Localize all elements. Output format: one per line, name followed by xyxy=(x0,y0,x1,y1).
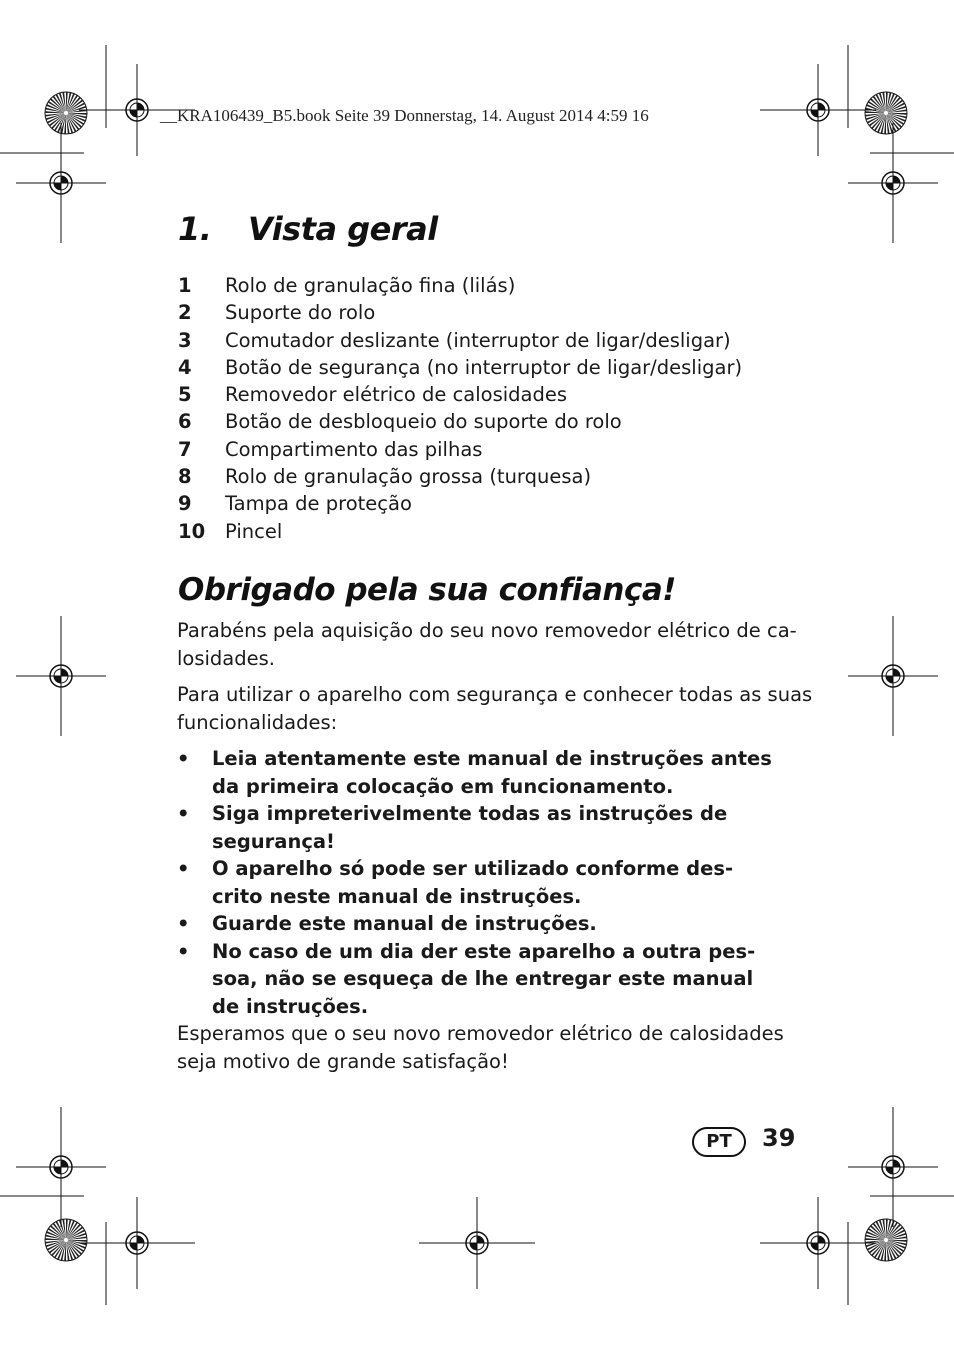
parts-list-item xyxy=(178,490,742,517)
paragraph-line: Para utilizar o aparelho com segurança e conhecer todas as suas xyxy=(177,683,813,706)
item-number: 8 xyxy=(178,465,192,489)
parts-list-item xyxy=(178,327,742,354)
paragraph-line: Parabéns pela aquisição do seu novo removedor elétrico de ca- xyxy=(177,619,797,642)
congratulations-paragraph xyxy=(177,617,807,672)
bullet-item xyxy=(177,855,772,910)
item-text: Tampa de proteção xyxy=(225,492,412,516)
bullet-line: crito neste manual de instruções. xyxy=(212,884,582,908)
paragraph-line: funcionalidades: xyxy=(177,710,338,734)
item-number: 9 xyxy=(178,492,192,516)
closing-paragraph xyxy=(177,1020,807,1075)
bullet-line: de instruções. xyxy=(212,994,369,1018)
parts-list-item xyxy=(178,272,742,299)
section-heading-vista-geral xyxy=(178,210,438,248)
item-text: Pincel xyxy=(225,519,283,543)
safety-bullets xyxy=(177,745,772,1020)
parts-list-item xyxy=(178,299,742,326)
item-text: Comutador deslizante (interruptor de ligar/desligar) xyxy=(225,328,731,352)
bullet-dot-icon: • xyxy=(177,912,190,935)
item-text: Removedor elétrico de calosidades xyxy=(225,383,568,407)
thank-you-heading: Obrigado pela sua confiança! xyxy=(178,572,676,608)
bullet-item xyxy=(177,745,772,800)
item-text: Botão de desbloqueio do suporte do rolo xyxy=(225,410,622,434)
bullet-line: soa, não se esqueça de lhe entregar este manual xyxy=(212,967,754,990)
bullet-line: Siga impreterivelmente todas as instruções de xyxy=(212,802,728,825)
bullet-line: Guarde este manual de instruções. xyxy=(212,912,597,935)
bullet-item xyxy=(177,938,772,1021)
intro-paragraph xyxy=(177,681,813,736)
bullet-line: No caso de um dia der este aparelho a outra pes- xyxy=(212,939,756,963)
paragraph-line: seja motivo de grande satisfação! xyxy=(177,1049,509,1073)
bullet-dot-icon: • xyxy=(177,939,190,963)
parts-list-item xyxy=(178,463,742,490)
section-title: Vista geral xyxy=(248,210,438,248)
item-number: 7 xyxy=(178,437,192,461)
parts-list-item xyxy=(178,518,742,545)
bullet-dot-icon: • xyxy=(177,857,190,880)
item-text: Compartimento das pilhas xyxy=(225,437,483,461)
item-number: 10 xyxy=(178,519,206,543)
item-text: Botão de segurança (no interruptor de ligar/desligar) xyxy=(225,355,743,379)
bullet-dot-icon: • xyxy=(177,747,190,770)
item-text: Suporte do rolo xyxy=(225,301,376,325)
print-header: __KRA106439_B5.book Seite 39 Donnerstag, 14. August 2014 4:59 16 xyxy=(160,106,649,125)
item-text: Rolo de granulação fina (lilás) xyxy=(225,274,516,297)
bullet-line: da primeira colocação em funcionamento. xyxy=(212,774,674,798)
parts-list-item xyxy=(178,436,742,463)
parts-list-item xyxy=(178,381,742,408)
item-number: 2 xyxy=(178,301,192,325)
item-number: 1 xyxy=(178,274,192,297)
item-number: 3 xyxy=(178,328,192,352)
parts-list-item xyxy=(178,354,742,381)
bullet-item xyxy=(177,910,772,938)
bullet-line: Leia atentamente este manual de instruções antes xyxy=(212,747,772,770)
bullet-item xyxy=(177,800,772,855)
bullet-dot-icon: • xyxy=(177,802,190,825)
section-number: 1. xyxy=(178,210,212,248)
item-number: 6 xyxy=(178,410,192,434)
paragraph-line: losidades. xyxy=(177,646,275,670)
parts-list xyxy=(178,272,742,545)
parts-list-item xyxy=(178,408,742,435)
language-badge: PT xyxy=(692,1127,746,1157)
page-number: 39 xyxy=(762,1124,796,1152)
paragraph-line: Esperamos que o seu novo removedor elétrico de calosidades xyxy=(177,1022,784,1045)
bullet-line: segurança! xyxy=(212,829,335,853)
item-number: 4 xyxy=(178,355,192,379)
bullet-line: O aparelho só pode ser utilizado conforme des- xyxy=(212,857,734,880)
item-text: Rolo de granulação grossa (turquesa) xyxy=(225,465,592,489)
item-number: 5 xyxy=(178,383,192,407)
